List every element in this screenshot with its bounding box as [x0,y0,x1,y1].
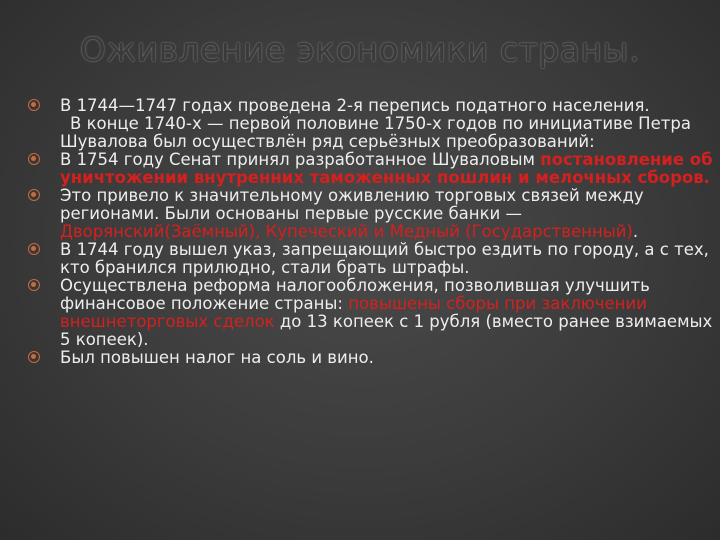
item-text-tail: . [632,222,639,241]
circle-bullet-icon [28,99,40,111]
circle-bullet-icon [28,189,40,201]
circle-bullet-icon [28,153,40,165]
circle-bullet-icon [28,351,40,363]
list-item [60,277,715,349]
list-item [60,151,715,187]
item-text: В 1744 году вышел указ, запрещающий быстро ездить по городу, а с тех, кто бранился прилюдно, стали брать штрафы. [60,240,709,277]
circle-bullet-icon [28,279,40,291]
slide-title: Оживление экономики страны. [79,30,641,69]
item-text: В 1744—1747 годах проведена 2-я перепись податного населения. [60,96,650,115]
list-item [60,241,715,277]
item-text: В конце 1740-х — первой половине 1750-х годов по инициативе Петра Шувалова был осуществлён ряд серьёзных преобразований: [60,114,691,151]
item-text: В 1754 году Сенат принял разработанное Шуваловым [60,150,541,169]
list-item [60,115,715,151]
highlighted-text: Дворянский(Заёмный), Купеческий и Медный (Государственный) [60,222,633,241]
item-text-tail: до 13 копеек с 1 рубля (вместо ранее взимаемых 5 копеек). [60,312,713,349]
list-item [60,187,715,241]
item-text: Был повышен налог на соль и вино. [60,348,374,367]
item-text: Это привело к значительному оживлению торговых связей между регионами. Были основаны первые русские банки — [60,186,644,223]
list-item [60,349,715,367]
highlighted-text: повышены сборы при заключении внешнеторговых сделок [60,294,647,331]
circle-bullet-icon [28,243,40,255]
bullet-list [60,97,715,367]
highlighted-text: постановление об уничтожении внутренних таможенных пошлин и мелочных сборов. [60,150,713,187]
list-item [60,97,715,115]
item-text: Осуществлена реформа налогообложения, позволившая улучшить финансовое положение страны: [60,276,650,313]
